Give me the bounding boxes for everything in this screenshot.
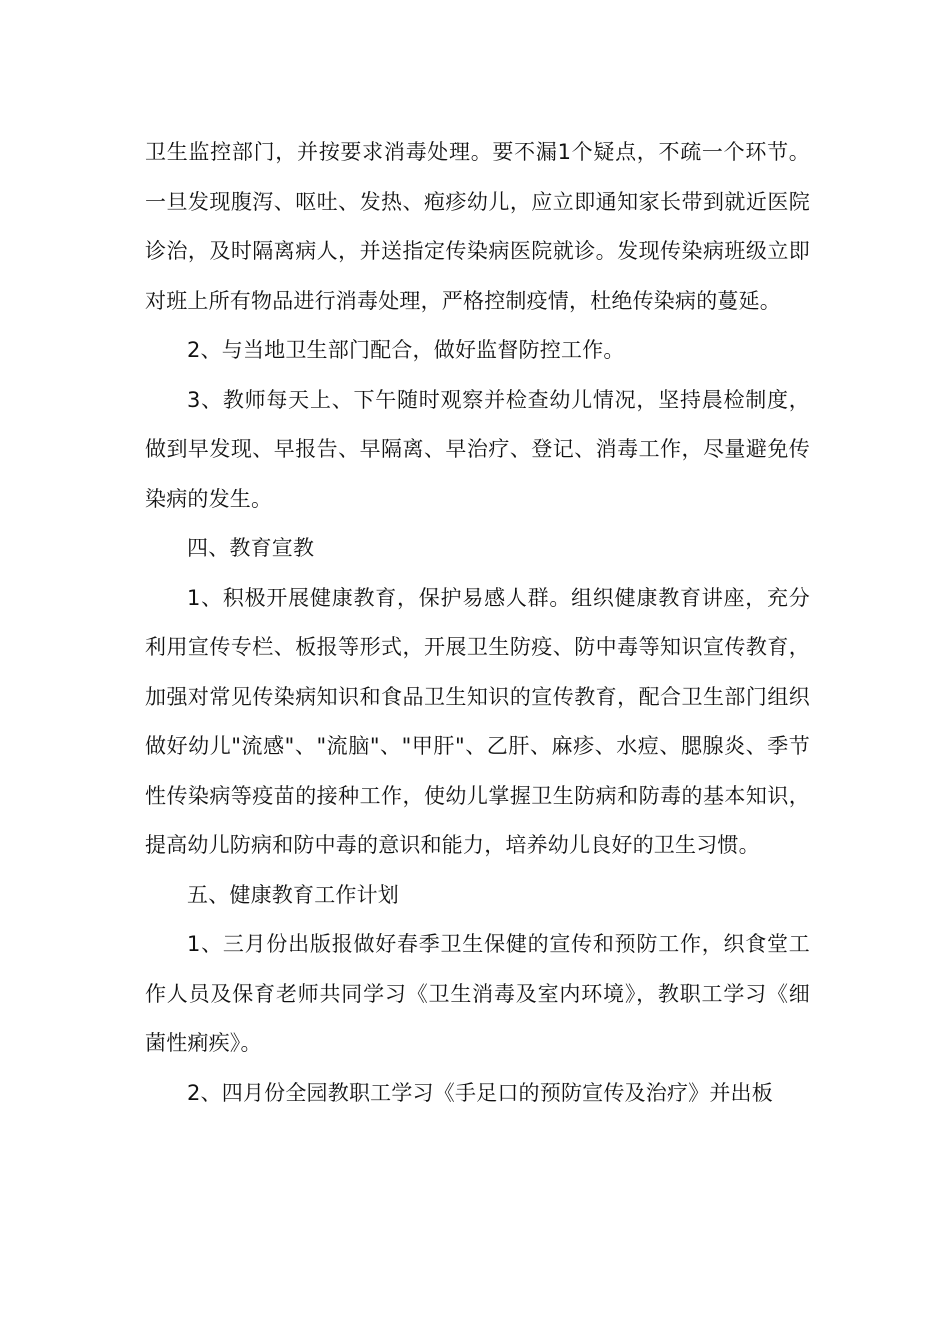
paragraph-plan-2: 2、四月份全园教职工学习《手足口的预防宣传及治疗》并出板 (187, 1080, 773, 1105)
paragraph-continued: 卫生监控部门，并按要求消毒处理。要不漏1个疑点，不疏一个环节。一旦发现腹泻、呕吐、发热、疱疹幼儿，应立即通知家长带到就近医院诊治，及时隔离病人，并送指定传染病医院就诊。发现传染病班级立即对班上所有物品进行消毒处理，严格控制疫情，杜绝传染病的蔓延。 (145, 140, 810, 313)
section-heading-education: 四、教育宣教 (187, 536, 315, 560)
paragraph-plan-1: 1、三月份出版报做好春季卫生保健的宣传和预防工作，织食堂工作人员及保育老师共同学习《卫生消毒及室内环境》，教职工学习《细菌性痢疾》。 (145, 932, 810, 1055)
paragraph-item-3: 3、教师每天上、下午随时观察并检查幼儿情况，坚持晨检制度，做到早发现、早报告、早隔离、早治疗、登记、消毒工作，尽量避免传染病的发生。 (145, 387, 810, 511)
section-heading-plan: 五、健康教育工作计划 (187, 882, 399, 907)
paragraph-education-1: 1、积极开展健康教育，保护易感人群。组织健康教育讲座，充分利用宣传专栏、板报等形式，开展卫生防疫、防中毒等知识宣传教育，加强对常见传染病知识和食品卫生知识的宣传教育，配合卫生部门组织做好幼儿"流感"、"流脑"、"甲肝"、乙肝、麻疹、水痘、腮腺炎、季节性传染病等疫苗的接种工作，使幼儿掌握卫生防病和防毒的基本知识，提高幼儿防病和防中毒的意识和能力，培养幼儿良好的卫生习惯。 (145, 585, 810, 857)
paragraph-item-2: 2、与当地卫生部门配合，做好监督防控工作。 (187, 338, 625, 362)
document-body (145, 128, 810, 1118)
